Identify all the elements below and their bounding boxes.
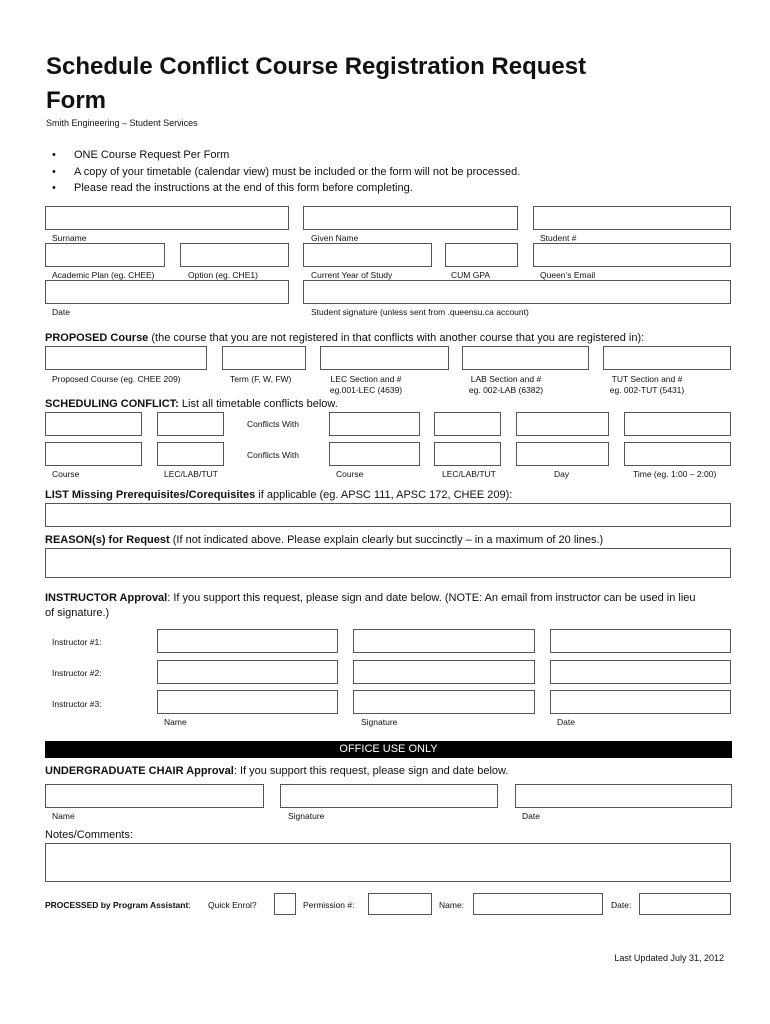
prereq-heading: LIST Missing Prerequisites/Corequisites if applicable (eg. APSC 111, APSC 172, CHEE 209):: [45, 489, 513, 501]
conflict-course-2-field[interactable]: [329, 442, 420, 466]
instructor-3-name-field[interactable]: [157, 690, 338, 714]
quick-enrol-checkbox[interactable]: [274, 893, 296, 915]
tut-section-field[interactable]: [603, 346, 731, 370]
instructor-2-signature-field[interactable]: [353, 660, 535, 684]
type-2-field[interactable]: [157, 442, 224, 466]
conflict-type-2-field[interactable]: [434, 442, 501, 466]
day-1-field[interactable]: [516, 412, 609, 436]
permission-label: Permission #:: [303, 900, 355, 910]
processed-date-field[interactable]: [639, 893, 731, 915]
permission-field[interactable]: [368, 893, 432, 915]
course-label: Course: [52, 469, 80, 479]
student-number-label: Student #: [540, 233, 577, 243]
proposed-heading: PROPOSED Course (the course that you are not registered in that conflicts with another course that you are registered in):: [45, 332, 645, 344]
instructor-2-date-field[interactable]: [550, 660, 731, 684]
date-label: Date: [52, 307, 70, 317]
list-item: • ONE Course Request Per Form: [52, 147, 520, 164]
gpa-field[interactable]: [445, 243, 518, 267]
instructor-note: of signature.): [45, 607, 110, 619]
processed-label: PROCESSED by Program Assistant:: [45, 900, 191, 910]
proposed-course-field[interactable]: [45, 346, 207, 370]
gpa-label: CUM GPA: [451, 270, 491, 280]
notes-field[interactable]: [45, 843, 731, 882]
chair-signature-field[interactable]: [280, 784, 498, 808]
instructor-1-name-field[interactable]: [157, 629, 338, 653]
year-field[interactable]: [303, 243, 432, 267]
instructor-3-signature-field[interactable]: [353, 690, 535, 714]
processed-date-label: Date:: [611, 900, 632, 910]
office-use-banner: OFFICE USE ONLY: [45, 741, 732, 758]
lec-label: LEC Section and # eg.001-LEC (4639): [329, 374, 403, 395]
subtitle: Smith Engineering – Student Services: [46, 118, 198, 128]
type-label: LEC/LAB/TUT: [164, 469, 218, 479]
instructor-date-label: Date: [557, 717, 575, 727]
time-2-field[interactable]: [624, 442, 731, 466]
academic-plan-field[interactable]: [45, 243, 165, 267]
chair-date-label: Date: [522, 811, 540, 821]
instructor-signature-label: Signature: [361, 717, 398, 727]
page-title: Schedule Conflict Course Registration Request Form: [46, 53, 587, 114]
term-field[interactable]: [222, 346, 306, 370]
proposed-course-label: Proposed Course (eg. CHEE 209): [52, 374, 181, 384]
chair-signature-label: Signature: [288, 811, 325, 821]
processed-name-field[interactable]: [473, 893, 603, 915]
conflict-course-1-field[interactable]: [329, 412, 420, 436]
lab-section-field[interactable]: [462, 346, 589, 370]
term-label: Term (F, W, FW): [230, 374, 292, 384]
instructor-2-name-field[interactable]: [157, 660, 338, 684]
conflicts-with-label: Conflicts With: [247, 419, 299, 429]
email-label: Queen’s Email: [540, 270, 596, 280]
student-signature-field[interactable]: [303, 280, 731, 304]
student-number-field[interactable]: [533, 206, 731, 230]
option-field[interactable]: [180, 243, 289, 267]
notes-label: Notes/Comments:: [45, 829, 134, 841]
reason-field[interactable]: [45, 548, 731, 578]
academic-plan-label: Academic Plan (eg. CHEE): [52, 270, 155, 280]
course-1-field[interactable]: [45, 412, 142, 436]
year-label: Current Year of Study: [311, 270, 393, 280]
instructor-heading: INSTRUCTOR Approval: If you support this request, please sign and date below. (NOTE: An email from instructor can be used in lieu: [45, 592, 696, 604]
instructor-name-label: Name: [164, 717, 187, 727]
course-2-field[interactable]: [45, 442, 142, 466]
chair-name-label: Name: [52, 811, 75, 821]
date-field[interactable]: [45, 280, 289, 304]
signature-label: Student signature (unless sent from .queensu.ca account): [311, 307, 529, 317]
surname-label: Surname: [52, 233, 87, 243]
lec-section-field[interactable]: [320, 346, 449, 370]
quick-enrol-label: Quick Enrol?: [208, 900, 257, 910]
conflicts-with-label: Conflicts With: [247, 450, 299, 460]
day-label: Day: [554, 469, 570, 479]
instructor-1-date-field[interactable]: [550, 629, 731, 653]
instructor-1-label: Instructor #1:: [52, 637, 102, 647]
option-label: Option (eg. CHE1): [188, 270, 258, 280]
list-item: • Please read the instructions at the end of this form before completing.: [52, 180, 520, 197]
lab-label: LAB Section and # eg. 002-LAB (6382): [468, 374, 544, 395]
given-name-label: Given Name: [311, 233, 359, 243]
tut-label: TUT Section and # eg. 002-TUT (5431): [609, 374, 685, 395]
conflict-course-label: Course: [336, 469, 364, 479]
instructor-2-label: Instructor #2:: [52, 668, 102, 678]
instructor-1-signature-field[interactable]: [353, 629, 535, 653]
prereq-field[interactable]: [45, 503, 731, 527]
type-1-field[interactable]: [157, 412, 224, 436]
processed-name-label: Name:: [439, 900, 465, 910]
time-label: Time (eg. 1:00 – 2:00): [633, 469, 717, 479]
email-field[interactable]: [533, 243, 731, 267]
instructor-3-label: Instructor #3:: [52, 699, 102, 709]
time-1-field[interactable]: [624, 412, 731, 436]
chair-date-field[interactable]: [515, 784, 732, 808]
chair-name-field[interactable]: [45, 784, 264, 808]
conflict-type-label: LEC/LAB/TUT: [442, 469, 496, 479]
reason-heading: REASON(s) for Request (If not indicated above. Please explain clearly but succinctly – in a maximum of 20 lines.): [45, 534, 604, 546]
list-item: • A copy of your timetable (calendar view) must be included or the form will not be processed.: [52, 164, 520, 181]
conflict-heading: SCHEDULING CONFLICT: List all timetable conflicts below.: [45, 398, 338, 410]
instructions-list: [52, 147, 520, 197]
chair-heading: UNDERGRADUATE CHAIR Approval: If you support this request, please sign and date below.: [45, 765, 509, 777]
last-updated: Last Updated July 31, 2012: [614, 953, 724, 963]
day-2-field[interactable]: [516, 442, 609, 466]
surname-field[interactable]: [45, 206, 289, 230]
given-name-field[interactable]: [303, 206, 518, 230]
instructor-3-date-field[interactable]: [550, 690, 731, 714]
conflict-type-1-field[interactable]: [434, 412, 501, 436]
